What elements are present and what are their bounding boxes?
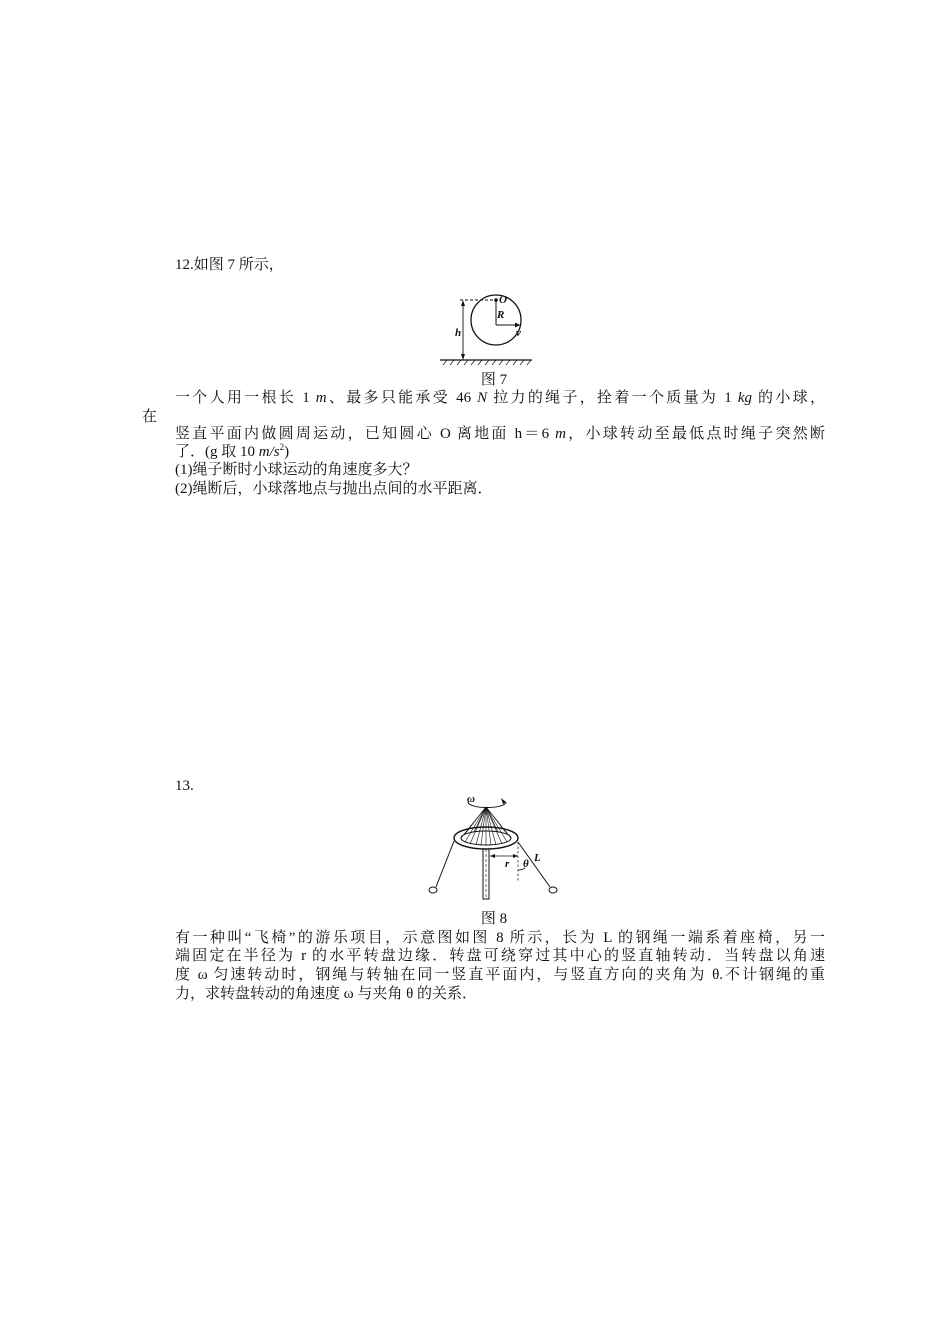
q13-line-2: 端固定在半径为 r 的水平转盘边缘．转盘可绕穿过其中心的竖直轴转动．当转盘以角速 bbox=[175, 948, 825, 964]
right-seat bbox=[549, 887, 557, 893]
q12-line-3: 了．(g 取 10 $m/s^2$) bbox=[175, 442, 290, 460]
q12-side-char: 在 bbox=[142, 409, 158, 425]
figure-7-caption: 图 7 bbox=[480, 372, 508, 388]
q12-intro-text: 如图 7 所示， bbox=[193, 257, 284, 273]
q13-number: 13. bbox=[175, 778, 194, 794]
label-length: L bbox=[534, 852, 541, 864]
canopy-spokes bbox=[461, 807, 511, 845]
label-height: h bbox=[455, 327, 462, 339]
radius-arrow-right bbox=[513, 854, 518, 858]
ground-hatch bbox=[443, 360, 531, 365]
q13-line-4: 力，求转盘转动的角速度 ω 与夹角 θ 的关系． bbox=[175, 986, 478, 1002]
q12-line-1: 一个人用一根长 1 m、最多只能承受 46 N 拉力的绳子，拴着一个质量为 1 kg 的小球， bbox=[175, 390, 825, 406]
figure-7-diagram bbox=[440, 290, 540, 370]
label-radius: R bbox=[497, 309, 505, 321]
left-cable bbox=[436, 841, 454, 887]
q12-line-2: 竖直平面内做圆周运动，已知圆心 O 离地面 h＝6 m，小球转动至最低点时绳子突然断 bbox=[175, 426, 825, 442]
height-arrow-bottom bbox=[461, 354, 465, 360]
figure-8-diagram bbox=[424, 792, 564, 904]
left-seat bbox=[429, 887, 437, 893]
q12-number: 12. bbox=[175, 257, 194, 273]
q13-line-1: 有一种叫“飞椅”的游乐项目，示意图如图 8 所示，长为 L 的钢绳一端系着座椅，另一 bbox=[175, 930, 825, 946]
q12-subquestion-1: (1)绳子断时小球运动的角速度多大？ bbox=[175, 462, 418, 478]
label-angle: θ bbox=[523, 858, 529, 870]
q12-subquestion-2: (2)绳断后，小球落地点与抛出点间的水平距离． bbox=[175, 481, 493, 497]
q13-line-3: 度 ω 匀速转动时，钢绳与转轴在同一竖直平面内，与竖直方向的夹角为 θ.不计钢绳的重 bbox=[175, 967, 825, 983]
radius-arrow-left bbox=[490, 854, 495, 858]
q12-intro bbox=[175, 255, 284, 275]
label-omega: ω bbox=[467, 793, 475, 805]
figure-8-caption: 图 8 bbox=[480, 911, 508, 927]
label-center: O bbox=[499, 294, 507, 306]
height-arrow-top bbox=[461, 300, 465, 306]
label-velocity: v bbox=[516, 327, 521, 339]
label-radius: r bbox=[505, 858, 510, 870]
